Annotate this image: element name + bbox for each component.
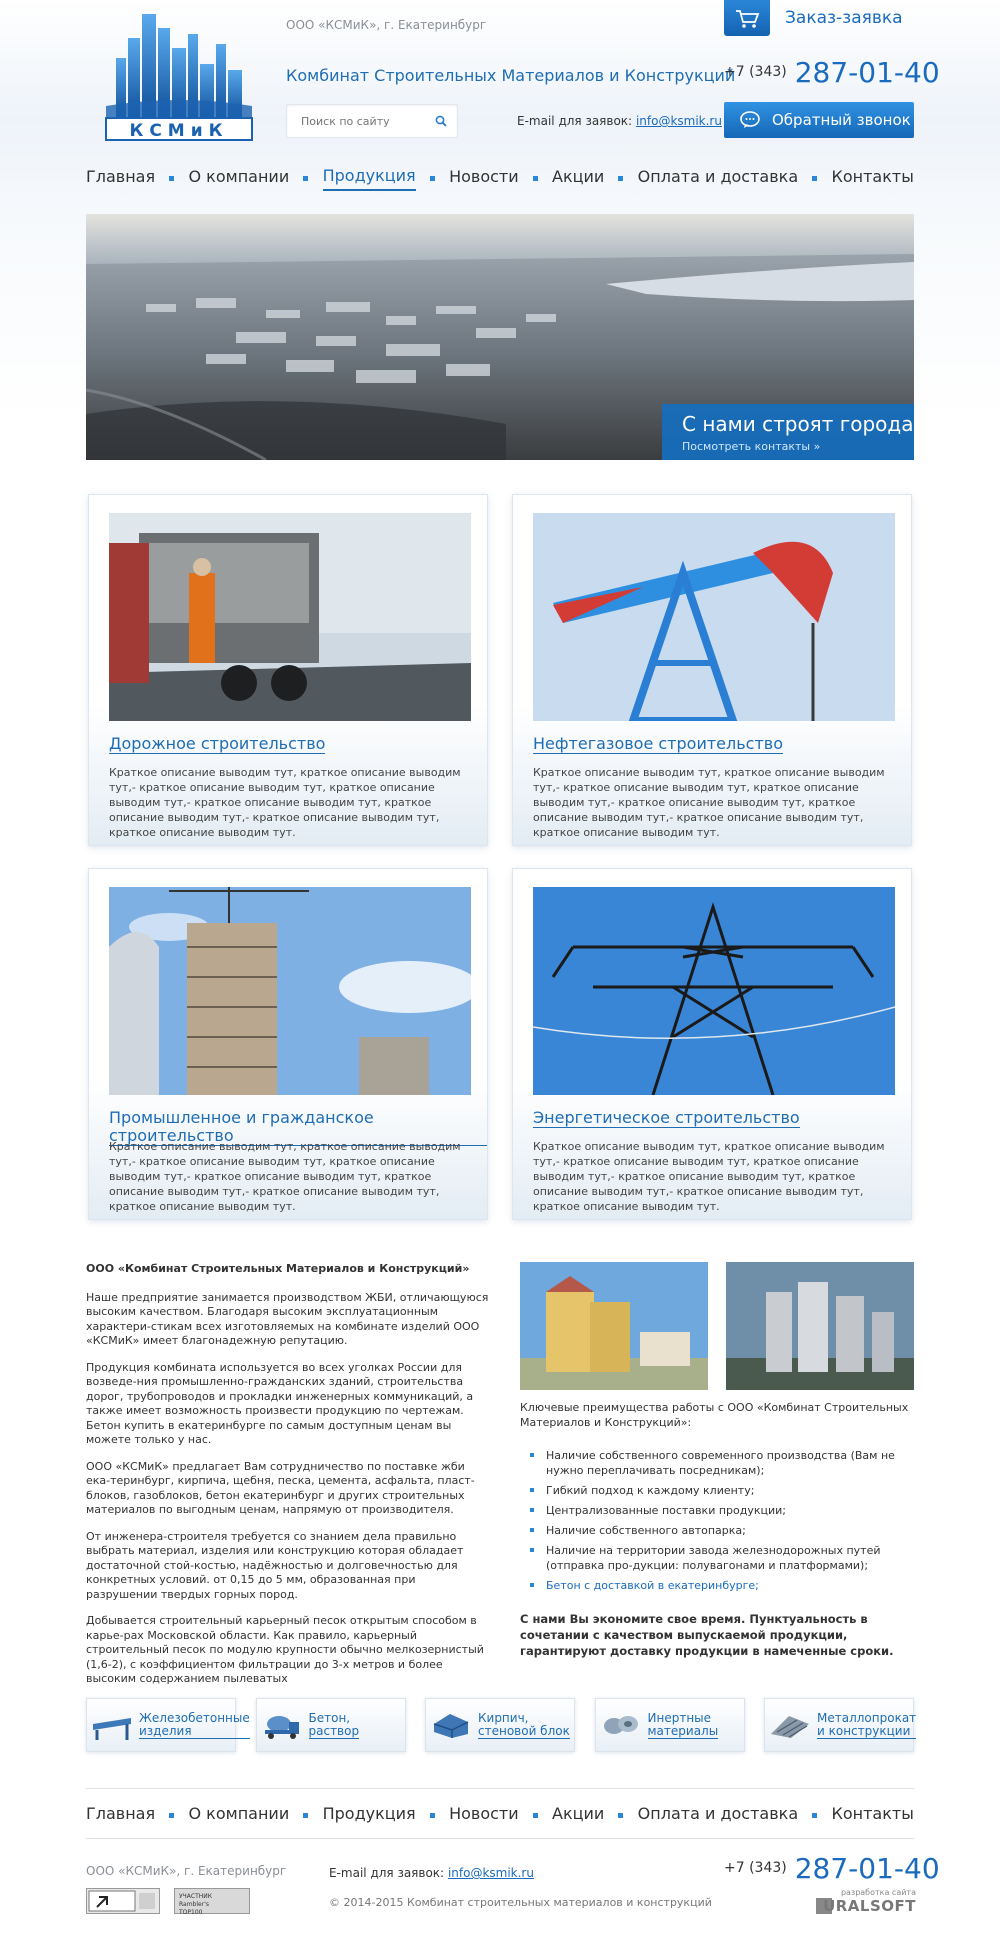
concrete-beam-icon [91,1710,133,1740]
footer-phone [724,1852,940,1885]
category-label: Кирпич, [478,1710,529,1725]
nav-separator [812,176,817,181]
card-description: Краткое описание выводим тут, краткое описание выводим тут,- краткое описание выводим тут, краткое описание выводим тут,- краткое описание выводим тут, краткое описание выводим тут,- краткое описание выводим тут, краткое описание выводим тут. [109,1140,461,1213]
nav-separator [303,1813,308,1818]
nav-separator [812,1813,817,1818]
metal-rods-icon [769,1710,811,1740]
card-title[interactable]: Нефтегазовое строительство [533,734,783,753]
footer-divider [86,1838,914,1839]
footer-nav-contacts[interactable]: Контакты [831,1804,914,1823]
copyright: © 2014-2015 Комбинат строительных материалов и конструкций [329,1896,712,1909]
chat-bubble-icon [740,111,760,129]
phone-code: +7 (343) [724,64,787,80]
callback-label: Обратный звонок [772,111,911,129]
counter-arrow-icon [87,1889,159,1913]
nav-separator [430,1813,435,1818]
category-label: Бетон, [308,1710,351,1725]
category-inert-materials[interactable] [595,1698,745,1752]
advantages-summary: С нами Вы экономите свое время. Пунктуальность в сочетании с качеством выпускаемой продукции, гарантируют доставку продукции в намеченные сроки. [520,1612,894,1658]
developer-credit[interactable] [816,1888,916,1916]
advantage-item: Наличие собственного автопарка; [520,1523,920,1538]
nav-separator [430,176,435,181]
article-paragraph: ООО «КСМиК» предлагает Вам сотрудничество по поставке жби ека-теринбург, кирпича, щебня, песка, цемента, асфальта, пласт-блоков, газоблоков, бетон екатеринбург и других строительных материалов по выгодным ценам, напрямую от производителя. [86,1459,475,1516]
article-paragraph: Добывается строительный карьерный песок открытым способом в карье-рах Московской области. Как правило, карьерный строительный песок по модулю крупности обычно мелкозернистый (1,6-2), с коэффициентом фильтрации до 3-х метров и более высоким содержанием пылеватых [86,1614,484,1685]
callback-button[interactable] [724,102,914,138]
article-paragraph: Наше предприятие занимается производством ЖБИ, отличающуюся высоким качеством. Благодаря высоким эксплуатационным характери-стикам всех изготовляемых на комбинате изделий ООО «КСМиК» имеет благонадежную репутацию. [86,1290,489,1347]
pipes-icon [600,1710,642,1740]
logo-text: КСМиК [129,121,229,141]
article-heading: ООО «Комбинат Строительных Материалов и Конструкций» [86,1262,470,1275]
main-nav [86,166,914,191]
card-title[interactable]: Дорожное строительство [109,734,326,753]
banner-contacts-link[interactable]: Посмотреть контакты » [682,440,821,453]
header-phone [724,56,940,89]
nav-separator [533,176,538,181]
developer-brand: URALSOFT [823,1897,916,1915]
footer-nav-promotions[interactable]: Акции [552,1804,605,1823]
article-paragraph: Продукция комбината используется во всех уголках России для возведе-ния промышленно-гражданских зданий, строительства дорог, трубопроводов и прокладки инженерных коммуникаций, а также имеет возможность произвести продукцию по чертежам. Бетон купить в екатеринбурге по самым доступным ценам вы можете только у нас. [86,1360,474,1446]
footer-company: ООО «КСМиК», г. Екатеринбург [86,1864,287,1878]
category-label: стеновой блок [478,1723,570,1738]
category-bricks-blocks[interactable] [425,1698,575,1752]
high-rise-construction-image [109,887,471,1095]
phone-number: 287-01-40 [794,56,940,89]
header-email-row [517,114,722,128]
nav-separator [618,1813,623,1818]
article-paragraph: От инженера-строителя требуется со знанием дела правильно выбрать материал, изделия или конструкцию которая обладает достаточной стой-костью, надёжностью и долговечностью для конкретных условий. от 0,15 до 5 мм, образованная при разрушении твердых горных пород. [86,1529,464,1601]
advantage-item-link[interactable] [520,1578,920,1593]
advantages-lead: Ключевые преимущества работы с ООО «Комбинат Строительных Материалов и Конструкций»: [520,1401,909,1429]
footer-email-link[interactable]: info@ksmik.ru [447,1866,534,1880]
advantage-item: Наличие собственного современного производства (Вам не нужно переплачивать посредникам); [520,1448,920,1478]
footer-nav-products[interactable]: Продукция [322,1804,416,1823]
category-concrete-mortar[interactable] [256,1698,406,1752]
footer-nav-payment-delivery[interactable]: Оплата и доставка [637,1804,799,1823]
order-request-link[interactable]: Заказ-заявка [785,8,903,28]
developer-label: разработка сайта [840,1888,916,1897]
counter-badge-1[interactable] [86,1888,160,1914]
category-reinforced-concrete[interactable] [86,1698,250,1752]
category-metal-products[interactable] [764,1698,917,1752]
card-oil-gas-construction [512,494,912,846]
company-short: ООО «КСМиК», г. Екатеринбург [286,18,487,32]
card-industrial-civil-construction [88,868,488,1220]
nav-item-news[interactable]: Новости [449,167,519,186]
advantage-item: Наличие на территории завода железнодорожных путей (отправка про-дукции: полувагонами и платформами); [520,1543,920,1573]
footer-nav [86,1804,914,1827]
card-energy-construction [512,868,912,1220]
footer-nav-news[interactable]: Новости [449,1804,519,1823]
rambler-top100-badge[interactable] [174,1888,250,1914]
nav-separator [533,1813,538,1818]
hero-banner [86,214,914,460]
phone-number: 287-01-40 [794,1852,940,1885]
search-input[interactable] [287,105,425,137]
category-label: Металлопрокат [817,1710,917,1725]
footer-email-row [329,1866,534,1880]
search-icon[interactable] [435,115,447,127]
banner-caption [662,404,914,460]
oil-pump-image [533,513,895,721]
category-label: изделия [139,1723,192,1738]
rambler-badge-text: УЧАСТНИК Rambler's TOP100 [179,1893,212,1916]
ksmik-logo[interactable] [100,8,258,143]
concrete-delivery-link[interactable]: Бетон с доставкой в екатеринбурге; [546,1579,759,1592]
footer-nav-home[interactable]: Главная [86,1804,156,1823]
category-label: и конструкции [817,1723,911,1738]
nav-separator [618,176,623,181]
concrete-mixer-truck-icon [261,1710,303,1740]
category-label: раствор [308,1723,360,1738]
banner-title: С нами строят города [682,412,914,436]
nav-item-promotions[interactable]: Акции [552,167,605,186]
nav-item-contacts[interactable]: Контакты [831,167,914,186]
card-description: Краткое описание выводим тут, краткое описание выводим тут,- краткое описание выводим тут, краткое описание выводим тут,- краткое описание выводим тут, краткое описание выводим тут,- краткое описание выводим тут, краткое описание выводим тут. [533,1140,885,1213]
nav-separator [303,176,308,181]
power-line-tower-image [533,887,895,1095]
category-label: Железобетонные [139,1710,250,1725]
nav-item-home[interactable]: Главная [86,167,156,186]
advantages-list [520,1448,920,1593]
nav-item-about[interactable]: О компании [188,167,290,186]
cart-button[interactable] [724,0,770,36]
residential-buildings-photo [520,1262,708,1390]
brick-wall-icon [430,1710,472,1740]
advantages-block [520,1400,920,1659]
card-title[interactable]: Энергетическое строительство [533,1108,800,1127]
email-link[interactable]: info@ksmik.ru [635,114,722,128]
about-article [86,1262,490,1699]
email-label: E-mail для заявок: [517,114,633,128]
high-rise-complex-photo [726,1262,914,1390]
nav-separator [169,1813,174,1818]
card-title[interactable]: Промышленное и гражданское строительство [109,1109,487,1146]
cart-icon [724,0,770,36]
road-construction-image [109,513,471,721]
nav-separator [169,176,174,181]
phone-code: +7 (343) [724,1860,787,1876]
footer-divider [86,1788,914,1789]
category-label: материалы [647,1723,719,1738]
nav-item-products[interactable]: Продукция [323,166,416,191]
nav-item-payment-delivery[interactable]: Оплата и доставка [637,167,799,186]
product-category-buttons [86,1698,917,1752]
search-box [286,104,458,138]
advantage-item: Гибкий подход к каждому клиенту; [520,1483,920,1498]
card-road-construction [88,494,488,846]
card-description: Краткое описание выводим тут, краткое описание выводим тут,- краткое описание выводим тут, краткое описание выводим тут,- краткое описание выводим тут, краткое описание выводим тут,- краткое описание выводим тут, краткое описание выводим тут. [109,766,461,839]
advantage-item: Централизованные поставки продукции; [520,1503,920,1518]
card-description: Краткое описание выводим тут, краткое описание выводим тут,- краткое описание выводим тут, краткое описание выводим тут,- краткое описание выводим тут, краткое описание выводим тут,- краткое описание выводим тут, краткое описание выводим тут. [533,766,885,839]
footer-email-label: E-mail для заявок: [329,1866,445,1880]
footer-nav-about[interactable]: О компании [188,1804,290,1823]
company-full-name: Комбинат Строительных Материалов и Конструкций [286,66,736,85]
category-label: Инертные [647,1710,712,1725]
